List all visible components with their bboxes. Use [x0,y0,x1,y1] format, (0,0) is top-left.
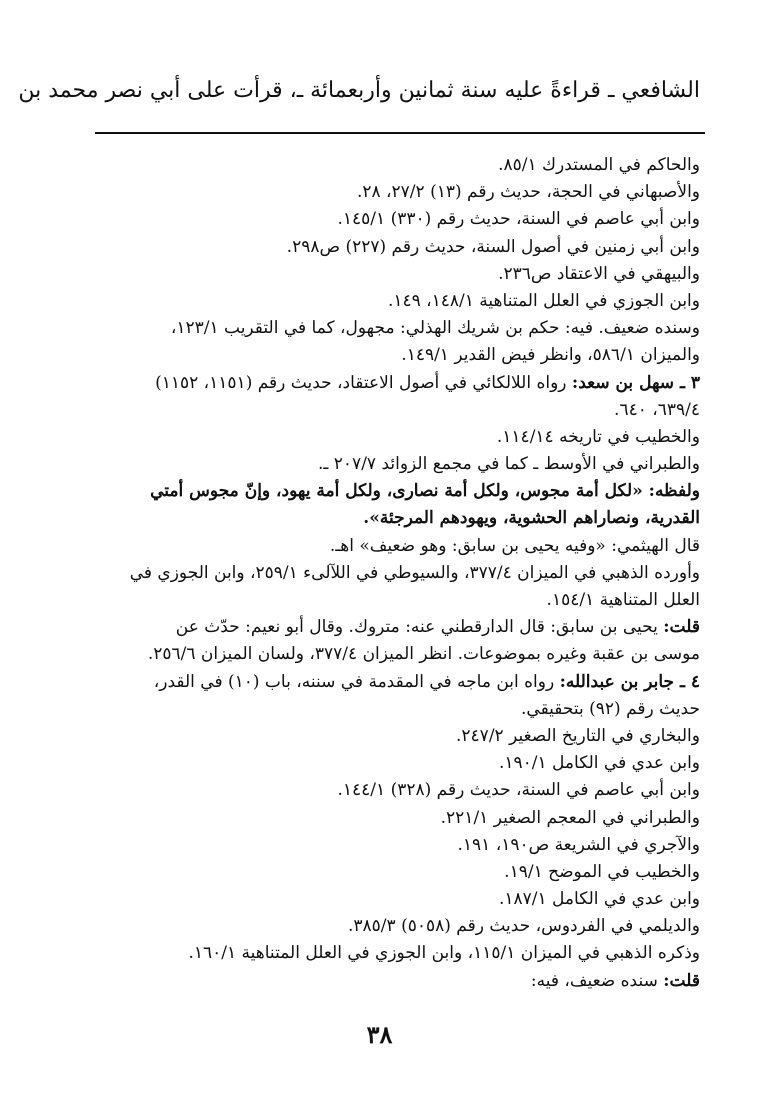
line-text: العلل المتناهية ١٥٤/١. [546,590,700,610]
line-text: والآجري في الشريعة ص١٩٠، ١٩١. [457,834,700,855]
header-rule [95,132,705,134]
text-line [100,859,700,886]
text-line [100,641,700,668]
line-text: وابن الجوزي في العلل المتناهية ١٤٨/١، ١٤٩. [387,290,700,311]
line-text: وابن أبي عاصم في السنة، حديث رقم (٣٣٠) ١٤٥/١. [337,209,700,230]
text-line [100,750,700,777]
line-lead: ٤ ـ جابر بن عبدالله: [559,671,700,692]
text-line [100,913,700,940]
text-line [100,451,700,478]
line-text: والحاكم في المستدرك ٨٥/١. [498,155,700,175]
line-text: رواه ابن ماجه في المقدمة في سننه، باب (١٠) في القدر، [153,671,560,692]
line-lead: ولفظه: [648,481,700,502]
text-line [100,669,700,696]
text-line [100,179,700,206]
line-text: وسنده ضعيف. فيه: حكم بن شريك الهذلي: مجهول، كما في التقريب ١٢٣/١، [170,318,700,339]
text-line [100,424,700,451]
text-line [100,777,700,804]
line-text: والطبراني في المعجم الصغير ٢٢١/١. [440,807,700,828]
line-text: وابن أبي عاصم في السنة، حديث رقم (٣٢٨) ١٤٤/١. [337,780,700,801]
text-line [100,397,700,424]
text-line [100,940,700,967]
line-text: والخطيب في تاريخه ١١٤/١٤. [496,426,700,447]
text-line [100,478,700,505]
line-text: يحيى بن سابق: قال الدارقطني عنه: متروك. وقال أبو نعيم: حدّث عن [175,617,664,638]
text-line [100,886,700,913]
line-text: والبخاري في التاريخ الصغير ٢٤٧/٢. [456,725,700,746]
line-text: والبيهقي في الاعتقاد ص٢٣٦. [498,263,700,284]
line-bold-text: القدرية، ونصاراهم الحشوية، ويهودهم المرجئة». [363,508,700,529]
line-text: وابن عدي في الكامل ١٩٠/١. [498,753,700,774]
text-line [100,805,700,832]
line-lead: ٣ ـ سهل بن سعد: [571,372,700,393]
line-text: وابن عدي في الكامل ١٨٧/١. [498,889,700,910]
page-number: ٣٨ [366,1020,393,1049]
text-line [100,560,700,587]
line-bold-text: «لكل أمة مجوس، ولكل أمة نصارى، ولكل أمة يهود، وإنّ مجوس أمتي [150,481,649,502]
line-text: وابن أبي زمنين في أصول السنة، حديث رقم (٢٢٧) ص٢٩٨. [286,236,700,257]
text-line [100,315,700,342]
text-line [100,723,700,750]
text-line [100,152,700,179]
text-line [100,342,700,369]
line-text: ٦٣٩/٤، ٦٤٠. [614,399,700,420]
text-line [100,968,700,995]
line-text: قال الهيثمي: «وفيه يحيى بن سابق: وهو ضعيف» اهـ. [329,535,700,556]
line-text: والأصبهاني في الحجة، حديث رقم (١٣) ٢٧/٢، ٢٨. [356,182,700,203]
text-line [100,234,700,261]
text-line [100,261,700,288]
text-line [100,533,700,560]
line-text: والطبراني في الأوسط ـ كما في مجمع الزوائد ٢٠٧/٧ ـ. [318,454,700,475]
line-lead: قلت: [663,970,700,991]
line-text: حديث رقم (٩٢) بتحقيقي. [521,698,700,719]
line-text: سنده ضعيف، فيه: [530,970,664,991]
line-lead: قلت: [663,617,700,638]
text-line [100,587,700,614]
line-text: والميزان ٥٨٦/١، وانظر فيض القدير ١٤٩/١. [401,345,700,366]
line-text: رواه اللالكائي في أصول الاعتقاد، حديث رقم (١١٥١، ١١٥٢) [155,372,572,393]
footnote-body [100,152,700,995]
line-text: وذكره الذهبي في الميزان ١١٥/١، وابن الجوزي في العلل المتناهية ١٦٠/١. [188,943,700,964]
text-line [100,370,700,397]
line-text: موسى بن عقبة وغيره بموضوعات. انظر الميزان ٣٧٧/٤، ولسان الميزان ٢٥٦/٦. [147,644,700,665]
text-line [100,614,700,641]
text-line [100,696,700,723]
text-line [100,832,700,859]
running-header: الشافعي ـ قراءةً عليه سنة ثمانين وأربعمائة ـ، قرأت على أبي نصر محمد بن [18,78,700,103]
text-line [100,505,700,532]
line-text: والديلمي في الفردوس، حديث رقم (٥٠٥٨) ٣٨٥/٣. [348,916,700,937]
text-line [100,206,700,233]
line-text: والخطيب في الموضح ١٩/١. [504,861,700,882]
text-line [100,288,700,315]
line-text: وأورده الذهبي في الميزان ٣٧٧/٤، والسيوطي في اللآلىء ٢٥٩/١، وابن الجوزي في [129,562,700,583]
